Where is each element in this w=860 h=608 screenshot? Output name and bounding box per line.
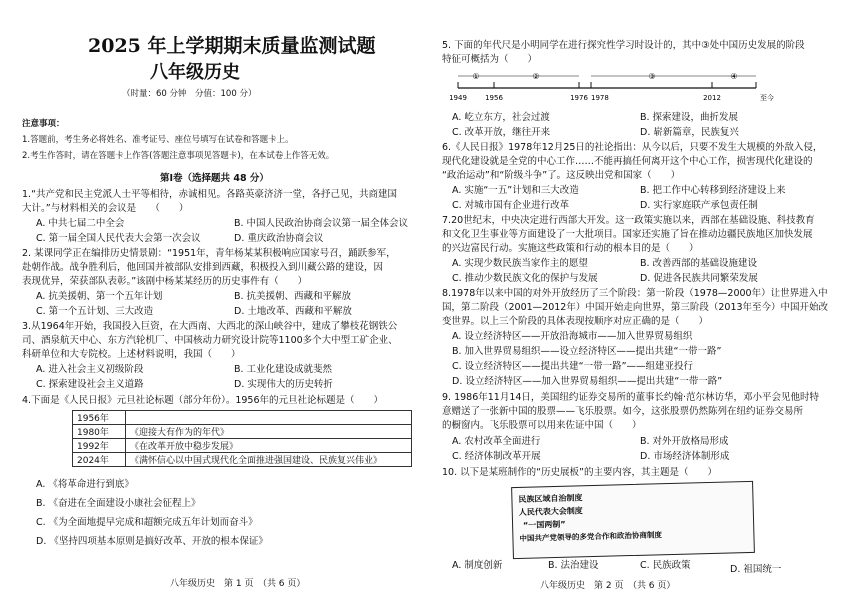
q5-option-c: C. 改革开放，继往开来 [452,127,551,138]
table-cell-title: 《在改革开放中稳步发展》 [126,439,412,453]
q1-option-c: C. 第一届全国人民代表大会第一次会议 [36,233,201,244]
q5-stem-line-2: 特征可概括为（ ） [442,54,538,65]
q6-option-a: A. 实施“一五”计划和三大改造 [452,185,579,196]
timeline-tick-label: 至今 [760,94,774,102]
note-item-2: 2.考生作答时，请在答题卡上作答(答题注意事项见答题卡)，在本试卷上作答无效。 [22,151,335,161]
q3-stem-line-3: 科研单位和大专院校。上述材料说明，我国（ ） [22,349,241,360]
table-row [73,425,412,439]
section-heading: 第Ⅰ卷（选择题共 48 分） [160,173,269,184]
timeline-tick-label: 1956 [485,94,503,102]
q4-option-c: C. 《为全面地提早完成和超额完成五年计划而奋斗》 [36,517,258,528]
timeline-tick-label: 1976 [570,94,588,102]
board-line: “一国两制” [522,519,566,530]
q3-option-d: D. 实现伟大的历史转折 [234,379,333,390]
q9-option-c: C. 经济体制改革开展 [452,451,541,462]
q2-option-a: A. 抗美援朝、第一个五年计划 [36,291,163,302]
timeline-tick-label: 1978 [591,94,609,102]
q9-option-b: B. 对外开放格局形成 [640,436,729,447]
table-cell-year: 1992年 [73,439,126,453]
q4-option-a: A. 《将革命进行到底》 [36,479,134,490]
q7-stem-line-2: 和文化卫生事业等方面建设了一大批项目。国家还实施了旨在推动边疆民族地区加快发展 [442,229,813,240]
q7-option-c: C. 推动少数民族文化的保护与发展 [452,273,598,284]
q3-option-b: B. 工业化建设成就斐然 [234,364,333,375]
table-row [73,411,412,425]
timeline-segment-label: ② [532,72,540,81]
q6-option-d: D. 实行家庭联产承包责任制 [640,200,758,211]
q3-stem-line-2: 司、酒泉航天中心、东方汽轮机厂、中国核动力研究设计院等1100多个大中型工矿企业、 [22,335,398,346]
exam-title: 2025 年上学期期末质量监测试题 [88,35,376,57]
q7-option-a: A. 实现少数民族当家作主的愿望 [452,258,588,269]
q6-stem-line-1: 6.《人民日报》1978年12月25日的社论指出：从今以后，只要不发生大规模的外敌入侵， [442,142,823,153]
right-page [430,0,860,608]
note-item-1: 1.答题前，考生务必将姓名、准考证号、座位号填写在试卷和答题卡上。 [22,135,294,145]
timeline-segment-label: ③ [648,72,656,81]
exam-meta: （时量：60 分钟 分值：100 分） [122,89,257,99]
timeline-segment-label: ④ [730,72,738,81]
table-cell-title: 《迎接大有作为的年代》 [126,425,412,439]
q1-stem-line-1: 1.“共产党和民主党派人士平等相待，赤诚相见。各路英豪济济一堂，各抒己见，共商建国 [22,189,397,200]
q2-option-d: D. 土地改革、西藏和平解放 [234,306,352,317]
q10-option-a: A. 制度创新 [452,560,503,571]
q8-option-d: D. 设立经济特区——加入世界贸易组织——提出共建“一带一路” [452,376,723,387]
q6-option-b: B. 把工作中心转移到经济建设上来 [640,185,786,196]
editorial-table [72,410,412,467]
board-line: 中国共产党领导的多党合作和政治协商制度 [519,530,663,543]
q1-option-d: D. 重庆政治协商会议 [234,233,324,244]
q8-option-b: B. 加入世界贸易组织——设立经济特区——提出共建“一带一路” [452,346,722,357]
q2-stem-line-3: 表现优异，荣获部队表彰。”该剧中杨某某经历的历史事件有（ ） [22,276,308,287]
q4-option-b: B. 《奋进在全面建设小康社会征程上》 [36,498,201,509]
table-cell-title: 《满怀信心以中国式现代化全面推进强国建设、民族复兴伟业》 [126,453,412,467]
timeline-tick-label: 2012 [703,94,721,102]
q9-option-d: D. 市场经济体制形成 [640,451,730,462]
q5-stem-line-1: 5. 下面的年代尺是小明同学在进行探究性学习时设计的，其中③处中国历史发展的阶段 [442,40,805,51]
table-row [73,439,412,453]
q2-stem-line-1: 2. 某课同学正在编排历史情景剧：“1951年，青年杨某某积极响应国家号召，踊跃参军， [22,248,396,259]
notes-heading: 注意事项： [22,119,65,129]
q9-stem-line-2: 意赠送了一张新中国的股票——飞乐股票。如今，这张股票仍然陈列在纽约证券交易所 [442,406,804,417]
q10-option-d: D. 祖国统一 [730,564,782,575]
q5-option-a: A. 屹立东方，社会过渡 [452,112,550,123]
q1-option-a: A. 中共七届二中全会 [36,218,125,229]
q5-option-d: D. 崭新篇章，民族复兴 [640,127,739,138]
q8-option-c: C. 设立经济特区——提出共建“一带一路”——组建亚投行 [452,361,694,372]
q8-stem-line-1: 8.1978年以来中国的对外开放经历了三个阶段：第一阶段（1978—2000年）让世界进入中 [442,288,828,299]
q2-option-b: B. 抗美援朝、西藏和平解放 [234,291,352,302]
q8-stem-line-3: 变世界。以上三个阶段的具体表现按顺序对应正确的是（ ） [442,316,709,327]
table-cell-year: 2024年 [73,453,126,467]
timeline-tick-label: 1949 [449,94,467,102]
exam-subtitle: 八年级历史 [150,62,240,83]
board-line: 民族区域自治制度 [518,493,583,504]
board-line: 人民代表大会制度 [518,506,583,517]
q4-option-d: D. 《坚持四项基本原则是搞好改革、开放的根本保证》 [36,536,268,547]
q9-stem-line-1: 9. 1986年11月14日，美国纽约证券交易所的董事长约翰·范尔林访华，邓小平会见他时特 [442,392,819,403]
q3-option-c: C. 探索建设社会主义道路 [36,379,144,390]
q8-option-a: A. 设立经济特区——开放沿海城市——加入世界贸易组织 [452,331,693,342]
q6-stem-line-2: 现代化建设就是全党的中心工作……不能再搞任何离开这个中心工作，损害现代化建设的 [442,156,813,167]
q8-stem-line-2: 国，第二阶段（2001—2012年）中国开始走向世界，第三阶段（2013年至今）中国开始改 [442,302,829,313]
page-footer-right: 八年级历史 第 2 页 （共 6 页） [540,581,676,591]
q7-stem-line-1: 7.20世纪末，中央决定进行西部大开发。这一政策实施以来，西部在基础设施、科技教育 [442,215,815,226]
table-cell-title [126,411,412,425]
q1-option-b: B. 中国人民政治协商会议第一届全体会议 [234,218,409,229]
q10-stem: 10. 以下是某班制作的“历史展板”的主要内容，其主题是（ ） [442,467,717,478]
timeline-segment-label: ① [472,72,480,81]
q7-option-d: D. 促进各民族共同繁荣发展 [640,273,758,284]
q5-option-b: B. 探索建设，曲折发展 [640,112,739,123]
q6-option-c: C. 对城市国有企业进行改革 [452,200,570,211]
table-row [73,453,412,467]
q6-stem-line-3: “政治运动”和“阶级斗争”了。这反映出党和国家（ ） [442,170,681,181]
q7-option-b: B. 改善西部的基础设施建设 [640,258,758,269]
q3-option-a: A. 进入社会主义初级阶段 [36,364,144,375]
q1-stem-line-2: 大计。”与材料相关的会议是 （ ） [22,203,189,214]
q2-option-c: C. 第一个五计划、三大改造 [36,306,154,317]
q3-stem-line-1: 3.从1964年开始，我国投入巨资，在大西南、大西北的深山峡谷中，建成了攀枝花钢铁公 [22,321,398,332]
q10-option-c: C. 民族政策 [640,560,691,571]
q7-stem-line-3: 的兴边富民行动。实施这些政策和行动的根本目的是（ ） [442,243,699,254]
table-cell-year: 1980年 [73,425,126,439]
table-cell-year: 1956年 [73,411,126,425]
q10-option-b: B. 法治建设 [548,560,599,571]
page-footer-left: 八年级历史 第 1 页 （共 6 页） [170,579,306,589]
q9-option-a: A. 农村改革全面进行 [452,436,541,447]
q9-stem-line-3: 的橱窗内。飞乐股票可以用来佐证中国（ ） [442,420,642,431]
history-board [511,481,755,559]
q2-stem-line-2: 赴朝作战。战争胜利后，他回国并被部队安排到西藏，积极投入到川藏公路的建设，因 [22,262,384,273]
timeline [442,68,842,108]
q4-stem: 4.下面是《人民日报》元旦社论标题（部分年份）。1956年的元旦社论标题是（ ） [22,395,383,406]
